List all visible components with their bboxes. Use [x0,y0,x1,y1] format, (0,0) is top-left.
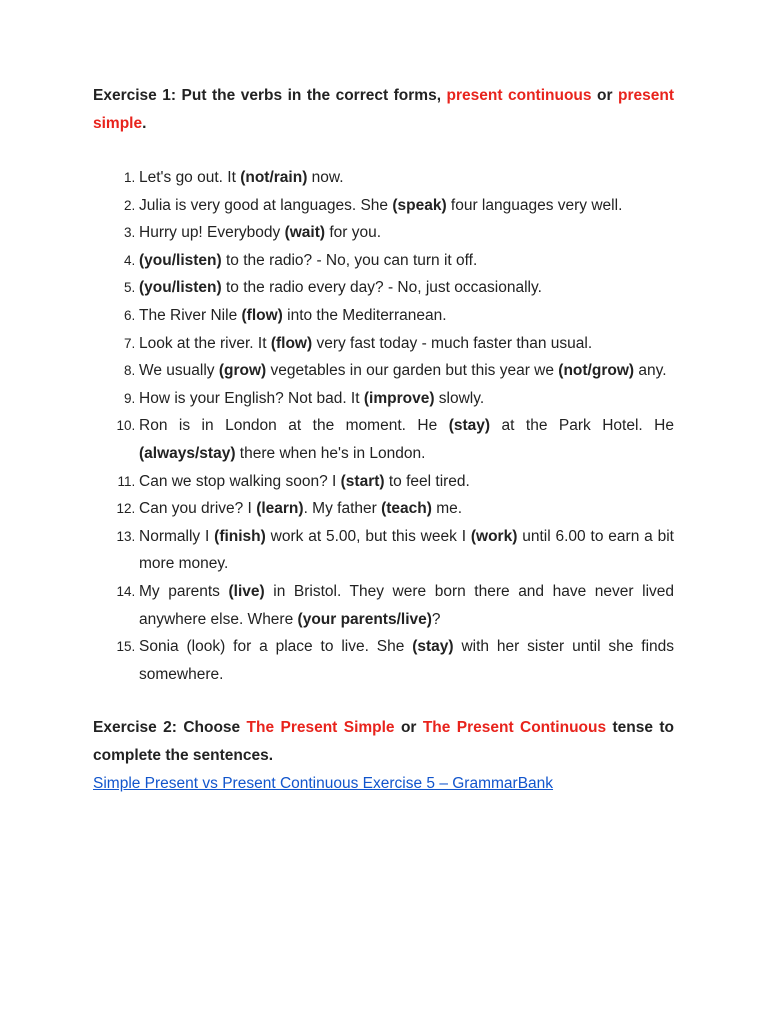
sentence-text: any. [634,362,667,380]
sentence-text: into the Mediterranean. [282,306,447,324]
exercise-1-heading-suffix: . [142,115,147,132]
verb-prompt: (flow) [241,306,283,324]
verb-prompt: (improve) [363,389,435,407]
exercise-item [139,274,674,302]
verb-prompt: (wait) [284,224,326,242]
exercise-item [139,164,674,192]
sentence-text: work at 5.00, but this week I [265,527,471,545]
exercise-item [139,495,674,523]
sentence-text: now. [307,169,344,186]
exercise-2-heading-connector: or [394,719,423,737]
exercise-2-heading-prefix: Exercise 2: Choose [93,719,247,737]
exercise-2-option-present-simple: The Present Simple [246,719,395,737]
verb-prompt: (learn) [256,500,304,518]
exercise-1-heading [93,82,674,138]
sentence-text: Can you drive? I [139,500,257,518]
exercise-1-option-present-simple: present simple [93,87,674,132]
sentence-text: Normally I [139,527,215,545]
verb-prompt: (live) [228,582,265,600]
sentence-text: Ron is in London at the moment. He [139,417,449,435]
verb-prompt: (stay) [412,638,454,656]
verb-prompt: (always/stay) [139,444,236,462]
exercise-item [139,523,674,578]
sentence-text: at the Park Hotel. He [490,417,674,435]
verb-prompt: (stay) [448,417,491,435]
sentence-text: We usually [139,362,219,380]
exercise-item [139,578,674,633]
exercise-2-option-present-continuous: The Present Continuous [422,719,607,737]
sentence-text: in Bristol. They were born there and have never lived anywhere else. Where [139,582,675,628]
verb-prompt: (grow) [218,362,267,380]
exercise-item [139,412,674,467]
sentence-text: Let's go out. It [139,169,241,186]
sentence-text: Julia is very good at languages. She [139,196,393,214]
sentence-text: ? [431,610,441,628]
exercise-item [139,219,674,247]
verb-prompt: (you/listen) [139,251,222,269]
exercise-item [139,192,674,220]
sentence-text: until 6.00 to earn a bit more money. [139,527,674,573]
sentence-text: My parents [139,582,229,600]
sentence-text: The River Nile [139,306,242,324]
sentence-text: four languages very well. [446,196,623,214]
exercise-item [139,357,674,385]
sentence-text: slowly. [434,389,485,407]
sentence-text: to feel tired. [384,472,470,490]
exercise-1-option-present-continuous: present continuous [446,87,592,104]
exercise-2-heading-suffix: tense to complete the sentences. [93,719,674,765]
exercise-item [139,385,674,413]
sentence-text: to the radio every day? - No, just occasionally. [221,279,542,297]
sentence-text: Sonia (look) for a place to live. She [139,638,413,656]
sentence-text: with her sister until she finds somewhere. [139,638,674,683]
verb-prompt: (start) [340,472,385,490]
verb-prompt: (teach) [381,500,432,518]
grammarbank-exercise-link[interactable]: Simple Present vs Present Continuous Exercise 5 – GrammarBank [93,775,554,793]
sentence-text: me. [431,500,463,518]
verb-prompt: (work) [470,527,518,545]
exercise-item [139,633,674,688]
exercise-2-heading [93,714,674,770]
sentence-text: Hurry up! Everybody [139,224,285,242]
verb-prompt: (your parents/live) [297,610,432,628]
exercise-1-heading-connector: or [591,87,618,104]
verb-prompt: (speak) [392,196,447,214]
sentence-text: Look at the river. It [139,334,271,352]
exercise-item [139,468,674,496]
sentence-text: to the radio? - No, you can turn it off. [221,251,478,269]
exercise-1-list [93,164,674,688]
exercise-item [139,302,674,330]
verb-prompt: (not/grow) [558,362,635,380]
verb-prompt: (not/rain) [240,169,308,186]
sentence-text: . My father [303,500,382,518]
sentence-text: How is your English? Not bad. It [139,389,364,407]
sentence-text: Can we stop walking soon? I [139,472,341,490]
verb-prompt: (flow) [270,334,313,352]
exercise-item [139,330,674,358]
sentence-text: vegetables in our garden but this year we [266,362,559,380]
sentence-text: very fast today - much faster than usual. [312,334,593,352]
exercise-item [139,247,674,275]
sentence-text: there when he's in London. [235,444,426,462]
sentence-text: for you. [325,224,382,242]
exercise-1-heading-prefix: Exercise 1: Put the verbs in the correct forms, [93,87,447,104]
verb-prompt: (finish) [214,527,266,545]
verb-prompt: (you/listen) [139,279,222,297]
